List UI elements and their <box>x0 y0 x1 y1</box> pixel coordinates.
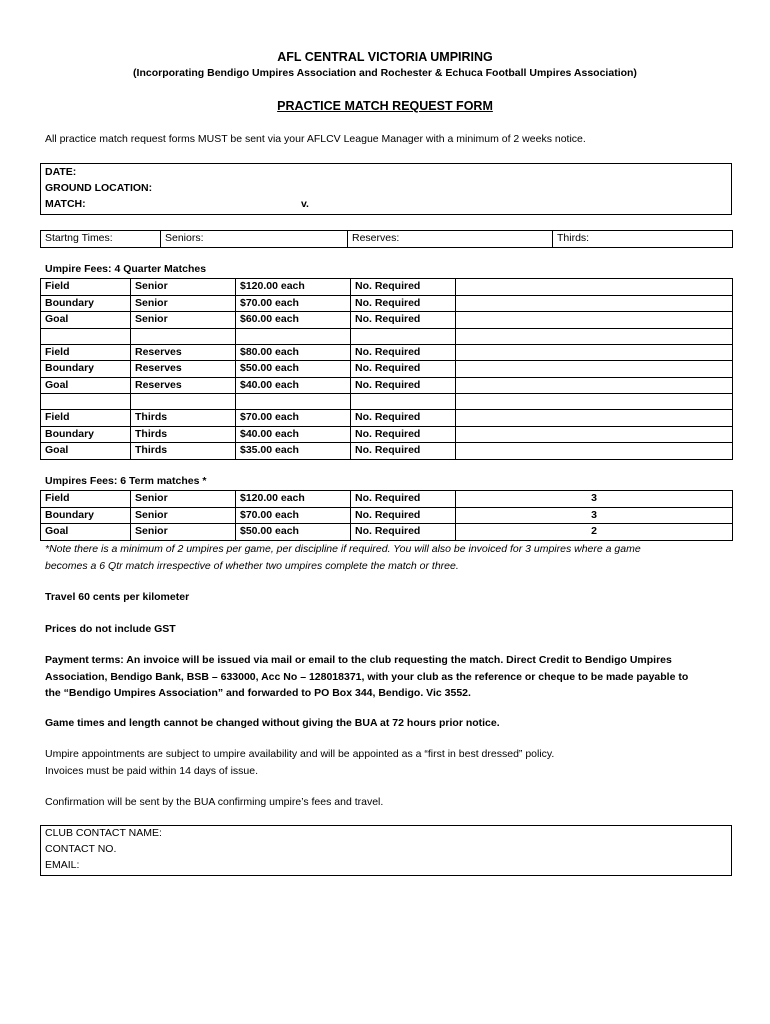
quarter-fees-heading: Umpire Fees: 4 Quarter Matches <box>45 263 207 275</box>
fee-role: Boundary <box>41 507 131 524</box>
fee-row <box>41 410 733 427</box>
fee-role: Boundary <box>41 426 131 443</box>
fee-quantity-input[interactable] <box>456 344 733 361</box>
fee-required-label: No. Required <box>351 524 456 541</box>
payment-terms-text: Payment terms: An invoice will be issued via mail or email to the club requesting the match. Direct Credit to Bendigo Umpires Association, Bendigo Bank, BSB – 633000, Acc No – 128018371, with your club as the reference or cheque to be made payable to the “Bendigo Umpires Association” and forwarded to PO Box 344, Bendigo. Vic 3552. <box>45 654 689 699</box>
fee-quantity-input[interactable] <box>456 361 733 378</box>
fee-quantity-input[interactable]: 2 <box>456 524 733 541</box>
fee-quantity-input[interactable] <box>456 279 733 296</box>
fee-quantity-input[interactable] <box>456 312 733 329</box>
fee-row <box>41 279 733 296</box>
fee-grade: Senior <box>131 279 236 296</box>
match-details-box <box>40 163 732 215</box>
fee-required-label: No. Required <box>351 410 456 427</box>
date-label[interactable]: DATE: <box>45 166 77 178</box>
fee-row <box>41 344 733 361</box>
thirds-time-field[interactable]: Thirds: <box>553 231 733 248</box>
fee-amount: $70.00 each <box>236 410 351 427</box>
fee-grade: Senior <box>131 295 236 312</box>
fee-role: Goal <box>41 377 131 394</box>
fee-role: Boundary <box>41 361 131 378</box>
fee-grade: Reserves <box>131 361 236 378</box>
appointments-text: Umpire appointments are subject to umpire availability and will be appointed as a “first in best dressed” policy. Invoices must be paid within 14 days of issue. <box>45 748 555 777</box>
fee-required-label: No. Required <box>351 279 456 296</box>
fee-role: Goal <box>41 312 131 329</box>
fee-row <box>41 443 733 460</box>
match-label[interactable]: MATCH: <box>45 198 86 210</box>
confirmation-text: Confirmation will be sent by the BUA confirming umpire’s fees and travel. <box>45 796 384 808</box>
org-subtitle: (Incorporating Bendigo Umpires Association and Rochester & Echuca Football Umpires Association) <box>133 67 637 79</box>
fee-grade: Senior <box>131 507 236 524</box>
fee-required-label: No. Required <box>351 295 456 312</box>
fee-required-label: No. Required <box>351 426 456 443</box>
travel-text: Travel 60 cents per kilometer <box>45 591 190 603</box>
club-contact-name-label[interactable]: CLUB CONTACT NAME: <box>45 827 162 839</box>
fee-amount: $40.00 each <box>236 426 351 443</box>
fee-required-label: No. Required <box>351 344 456 361</box>
term-fee-row <box>41 507 733 524</box>
term-fee-row <box>41 491 733 508</box>
fee-role: Field <box>41 491 131 508</box>
fee-amount: $80.00 each <box>236 344 351 361</box>
org-title: AFL CENTRAL VICTORIA UMPIRING <box>277 50 493 64</box>
gst-text: Prices do not include GST <box>45 623 176 635</box>
fee-amount: $120.00 each <box>236 491 351 508</box>
spacer-row <box>41 328 733 344</box>
fee-role: Goal <box>41 443 131 460</box>
term-fees-table <box>40 490 733 541</box>
fee-quantity-input[interactable] <box>456 295 733 312</box>
fee-required-label: No. Required <box>351 361 456 378</box>
fee-amount: $70.00 each <box>236 295 351 312</box>
fee-grade: Senior <box>131 524 236 541</box>
fee-amount: $70.00 each <box>236 507 351 524</box>
fee-required-label: No. Required <box>351 491 456 508</box>
term-fee-row <box>41 524 733 541</box>
ground-location-label[interactable]: GROUND LOCATION: <box>45 182 153 194</box>
fee-required-label: No. Required <box>351 312 456 329</box>
fee-role: Boundary <box>41 295 131 312</box>
fee-quantity-input[interactable] <box>456 410 733 427</box>
reserves-time-field[interactable]: Reserves: <box>348 231 553 248</box>
form-title: PRACTICE MATCH REQUEST FORM <box>277 99 493 113</box>
note-text: *Note there is a minimum of 2 umpires per game, per discipline if required. You will also be invoiced for 3 umpires where a game becomes a 6 Qtr match irrespective of whether two umpires complete the match or three. <box>45 543 641 572</box>
fee-quantity-input[interactable]: 3 <box>456 507 733 524</box>
fee-grade: Senior <box>131 491 236 508</box>
fee-role: Field <box>41 410 131 427</box>
fee-amount: $120.00 each <box>236 279 351 296</box>
fee-amount: $35.00 each <box>236 443 351 460</box>
fee-row <box>41 312 733 329</box>
game-times-text: Game times and length cannot be changed without giving the BUA at 72 hours prior notice. <box>45 717 500 729</box>
fee-role: Goal <box>41 524 131 541</box>
fee-quantity-input[interactable] <box>456 426 733 443</box>
fee-row <box>41 295 733 312</box>
fee-amount: $60.00 each <box>236 312 351 329</box>
fee-quantity-input[interactable] <box>456 377 733 394</box>
fee-grade: Reserves <box>131 377 236 394</box>
fee-grade: Senior <box>131 312 236 329</box>
fee-quantity-input[interactable]: 3 <box>456 491 733 508</box>
versus-label: v. <box>301 198 309 210</box>
fee-row <box>41 361 733 378</box>
fee-required-label: No. Required <box>351 443 456 460</box>
fee-required-label: No. Required <box>351 377 456 394</box>
intro-text: All practice match request forms MUST be sent via your AFLCV League Manager with a minimum of 2 weeks notice. <box>45 133 586 145</box>
fee-grade: Thirds <box>131 410 236 427</box>
fee-row <box>41 377 733 394</box>
fee-amount: $50.00 each <box>236 361 351 378</box>
fee-role: Field <box>41 344 131 361</box>
fee-grade: Thirds <box>131 443 236 460</box>
starting-times-table <box>40 230 733 248</box>
seniors-time-field[interactable]: Seniors: <box>161 231 348 248</box>
fee-role: Field <box>41 279 131 296</box>
fee-required-label: No. Required <box>351 507 456 524</box>
fee-grade: Thirds <box>131 426 236 443</box>
starting-times-label: Startng Times: <box>41 231 161 248</box>
email-label[interactable]: EMAIL: <box>45 859 80 871</box>
fee-row <box>41 426 733 443</box>
spacer-row <box>41 394 733 410</box>
fee-amount: $50.00 each <box>236 524 351 541</box>
fee-quantity-input[interactable] <box>456 443 733 460</box>
fee-amount: $40.00 each <box>236 377 351 394</box>
contact-number-label[interactable]: CONTACT NO. <box>45 843 117 855</box>
term-fees-heading: Umpires Fees: 6 Term matches * <box>45 475 207 487</box>
quarter-fees-table <box>40 278 733 460</box>
fee-grade: Reserves <box>131 344 236 361</box>
contact-box <box>40 825 732 876</box>
